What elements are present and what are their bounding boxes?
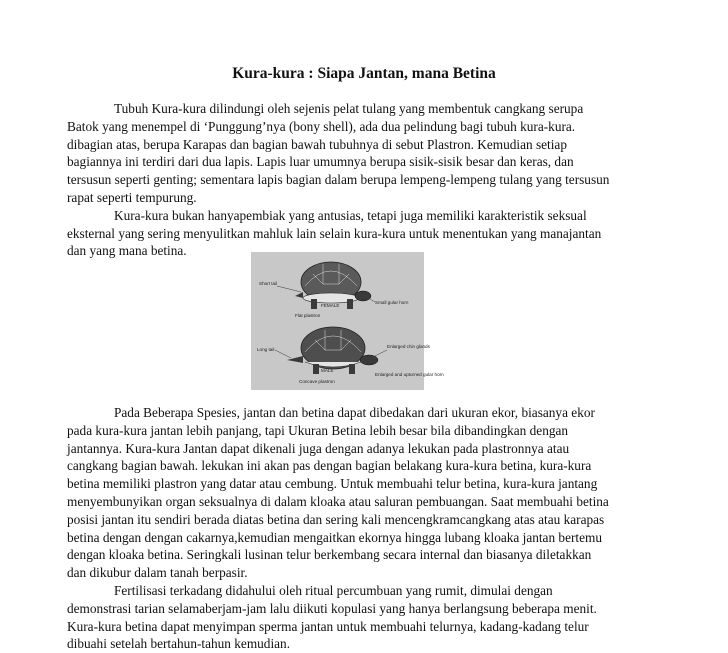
text-line: tersusun seperti genting; sementara lapis bagian dalam berupa lempeng-lempeng tulang yang tersusun (67, 172, 610, 188)
label-flat-plastron: Flat plastron (295, 313, 321, 318)
text-line: jantannya. Kura-kura Jantan dapat dikenali juga dengan adanya lekukan pada plastronnya atau (67, 440, 570, 456)
text-line: dengan kloaka betina. Seringkali lusinan telur berkembang secara internal dan biasanya diletakkan (67, 547, 592, 563)
label-female: FEMALE (321, 303, 340, 308)
text-line: menyembunyikan organ seksualnya di dalam kloaka atau saluran pembuangan. Saat membuahi betina (67, 493, 609, 509)
label-enlarged-upturned-gular-horn: Enlarged and upturned gular horn (375, 372, 444, 377)
label-small-gular-horn: Small gular horn (375, 300, 409, 305)
text-line: Tubuh Kura-kura dilindungi oleh sejenis pelat tulang yang membentuk cangkang serupa (114, 101, 584, 116)
document-title: Kura-kura : Siapa Jantan, mana Betina (232, 65, 496, 82)
female-turtle-illustration (295, 262, 371, 309)
text-line: eksternal yang sering menyulitkan mahluk lain selain kura-kura untuk menentukan yang manajantan (67, 225, 602, 241)
male-turtle-illustration (287, 327, 378, 374)
text-line: Kura-kura betina dapat menyimpan sperma jantan untuk membuahi telurnya, kadang-kadang telur (67, 618, 589, 634)
text-line: dibuahi setelah bertahun-tahun kemudian. (67, 636, 291, 652)
label-male: MALE (321, 368, 334, 373)
label-short-tail: Short tail (259, 281, 278, 286)
text-line: posisi jantan itu sendiri berada diatas betina dan sering kali mencengkramcangkang atas atau karapas (67, 511, 605, 527)
label-enlarged-chin-glands: Enlarged chin glands (387, 344, 430, 349)
paragraph-2 (67, 404, 661, 653)
label-concave-plastron: Concave plastron (299, 379, 335, 384)
text-line: demonstrasi tarian selamaberjam-jam lalu diikuti kopulasi yang hanya berlangsung beberapa menit. (67, 600, 597, 616)
text-line: dan yang mana betina. (67, 243, 187, 259)
text-line: betina dengan dengan cakarnya,kemudian mengaitkan ekornya hingga lubang kloaka jantan bertemu (67, 529, 602, 545)
text-line: Pada Beberapa Spesies, jantan dan betina dapat dibedakan dari ukuran ekor, biasanya ekor (114, 405, 595, 420)
text-line: Batok yang menempel di ‘Punggung’nya (bony shell), ada dua pelindung bagi tubuh kura-kura. (67, 118, 576, 134)
turtle-diagram (251, 252, 444, 390)
text-line: Kura-kura bukan hanyapembiak yang antusias, tetapi juga memiliki karakteristik seksual (114, 207, 587, 223)
text-line: cangkang bagian bawah. lekukan ini akan pas dengan bagian belakang kura-kura betina, kura-kura (67, 458, 592, 474)
text-line: dibagian atas, berupa Karapas dan bagian bawah tubuhnya di sebut Plastron. Kemudian setiap (67, 136, 567, 152)
text-line: dan dikubur dalam tanah berpasir. (67, 565, 248, 581)
text-line: bagiannya ini terdiri dari dua lapis. Lapis luar umumnya berupa sisik-sisik besar dan keras, dan (67, 154, 574, 170)
text-line: Fertilisasi terkadang didahului oleh ritual percumbuan yang rumit, dimulai dengan (114, 582, 553, 598)
text-line: rapat seperti tempurung. (67, 189, 197, 205)
text-line: pada kura-kura jantan lebih panjang, tapi Ukuran Betina lebih besar bila dibandingkan dengan (67, 422, 569, 438)
label-long-tail: Long tail (257, 347, 275, 352)
text-line: betina memiliki plastron yang datar atau cembung. Untuk membuahi telur betina, kura-kura jantang (67, 476, 598, 492)
paragraph-1 (67, 100, 661, 260)
turtle-diagram-figure (251, 252, 444, 390)
